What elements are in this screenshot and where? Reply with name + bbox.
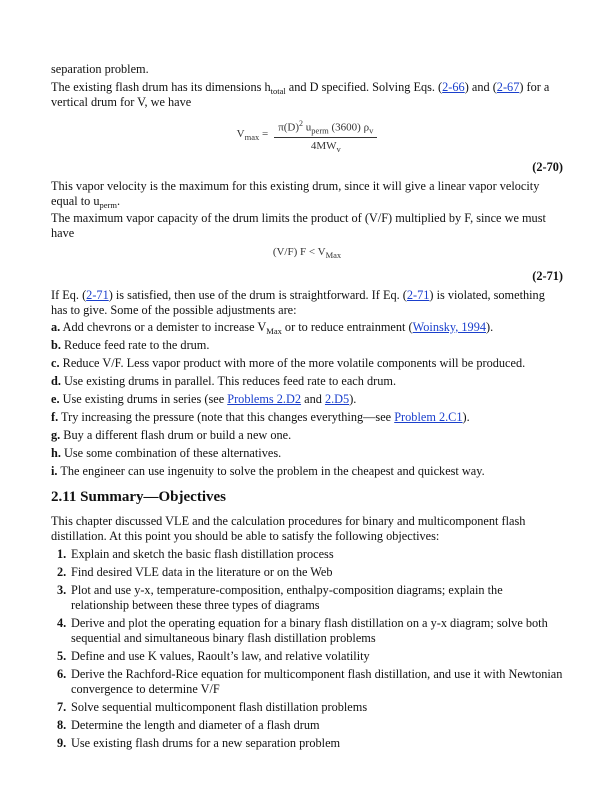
list-item: i. The engineer can use ingenuity to solve the problem in the cheapest and quickest way. [51,463,485,478]
list-item: c. Reduce V/F. Less vapor product with more of the more volatile components will be produced. [51,355,526,370]
list-item: 4. Derive and plot the operating equation for a binary flash distillation on a y-x diagram; solve both sequential and simultaneous binary flash distillation problems [57,615,548,645]
paragraph-if-satisfied [51,288,563,318]
list-item: 6. Derive the Rachford-Rice equation for multicomponent flash distillation, and use it with Newtonian convergence to determine V/F [57,666,563,696]
subscript: perm [99,199,117,210]
list-item: b. Reduce feed rate to the drum. [51,337,210,352]
problem-link-2-d5[interactable]: 2.D5 [324,391,350,406]
equation-numerator: $\pi(D)^2$ $u_{perm}$ (3600) $\rho_v$ [274,116,377,138]
text: ) and ( [464,80,497,94]
paragraph-continuation: separation problem. [51,62,149,76]
text: ) for a vertical drum for V, we have [51,80,550,109]
list-item: g. Buy a different flash drum or build a new one. [51,427,292,442]
text: and D specified. Solving Eqs. ( [285,80,443,94]
paragraph-vapor-velocity [51,179,563,209]
equation-number: (2-70) [532,159,563,174]
equation-2-71 [51,244,563,284]
equation-number: (2-71) [532,268,563,283]
list-item: h. Use some combination of these alternatives. [51,445,282,460]
equation-body [51,244,563,260]
text: The existing flash drum has its dimensions h [51,80,271,94]
list-item: a. Add chevrons or a demister to increase $V_{Max}$ or to reduce entrainment (Woinsky, 1994). [51,319,494,336]
text: If Eq. ( [51,287,87,302]
equation-2-70 [51,116,563,175]
subscript: total [270,86,286,96]
text: ) is violated, something has to give. Some of the possible adjustments are: [51,287,545,317]
equation-link-2-67[interactable]: 2-67 [496,80,520,94]
equation-body [51,116,563,154]
adjustment-list [51,320,563,479]
equation-denominator: $4MW_v$ [310,139,341,154]
equation-lhs: $V_{max}$ = [236,128,269,143]
list-item: d. Use existing drums in parallel. This reduces feed rate to each drum. [51,373,397,388]
equation-ratio [274,116,377,154]
problem-link-2-d2[interactable]: Problems 2.D2 [227,391,302,406]
reference-link-woinsky[interactable]: Woinsky, 1994 [412,319,487,334]
equation-link-2-71[interactable]: 2-71 [406,287,430,302]
objectives-list [51,547,563,751]
equation-link-2-66[interactable]: 2-66 [442,80,465,94]
paragraph-existing-drum [51,80,563,110]
equation-inequality: (V/F) $F < V_{Max}$ [272,245,342,260]
list-item: f. Try increasing the pressure (note that this changes everything—see Problem 2.C1). [51,409,470,424]
text: . [116,193,121,208]
text: ) is satisfied, then use of the drum is straightforward. If Eq. ( [108,287,407,302]
list-item: 5. Define and use K values, Raoult’s law, and relative volatility [57,648,370,663]
document-page [51,62,563,751]
list-item: e. Use existing drums in series (see Problems 2.D2 and 2.D5). [51,391,357,406]
paragraph-max-capacity: The maximum vapor capacity of the drum limits the product of (V/F) multiplied by F, since we must have [51,210,546,240]
text: This vapor velocity is the maximum for this existing drum, since it will give a linear vapor velocity equal to u [51,178,540,208]
equation-fraction [237,116,378,154]
summary-intro: This chapter discussed VLE and the calculation procedures for binary and multicomponent flash distillation. At this point you should be able to satisfy the following objectives: [51,513,526,543]
problem-link-2-c1[interactable]: Problem 2.C1 [394,409,463,424]
list-item: 9. Use existing flash drums for a new separation problem [57,735,341,750]
list-item: 8. Determine the length and diameter of a flash drum [57,717,320,732]
list-item: 1. Explain and sketch the basic flash distillation process [57,546,334,561]
list-item: 3. Plot and use y-x, temperature-composition, enthalpy-composition diagrams; explain the relationship between these three types of diagrams [57,582,503,612]
section-heading: 2.11 Summary—Objectives [51,488,226,505]
list-item: 2. Find desired VLE data in the literature or on the Web [57,564,333,579]
list-item: 7. Solve sequential multicomponent flash distillation problems [57,699,368,714]
equation-link-2-71[interactable]: 2-71 [86,287,109,302]
